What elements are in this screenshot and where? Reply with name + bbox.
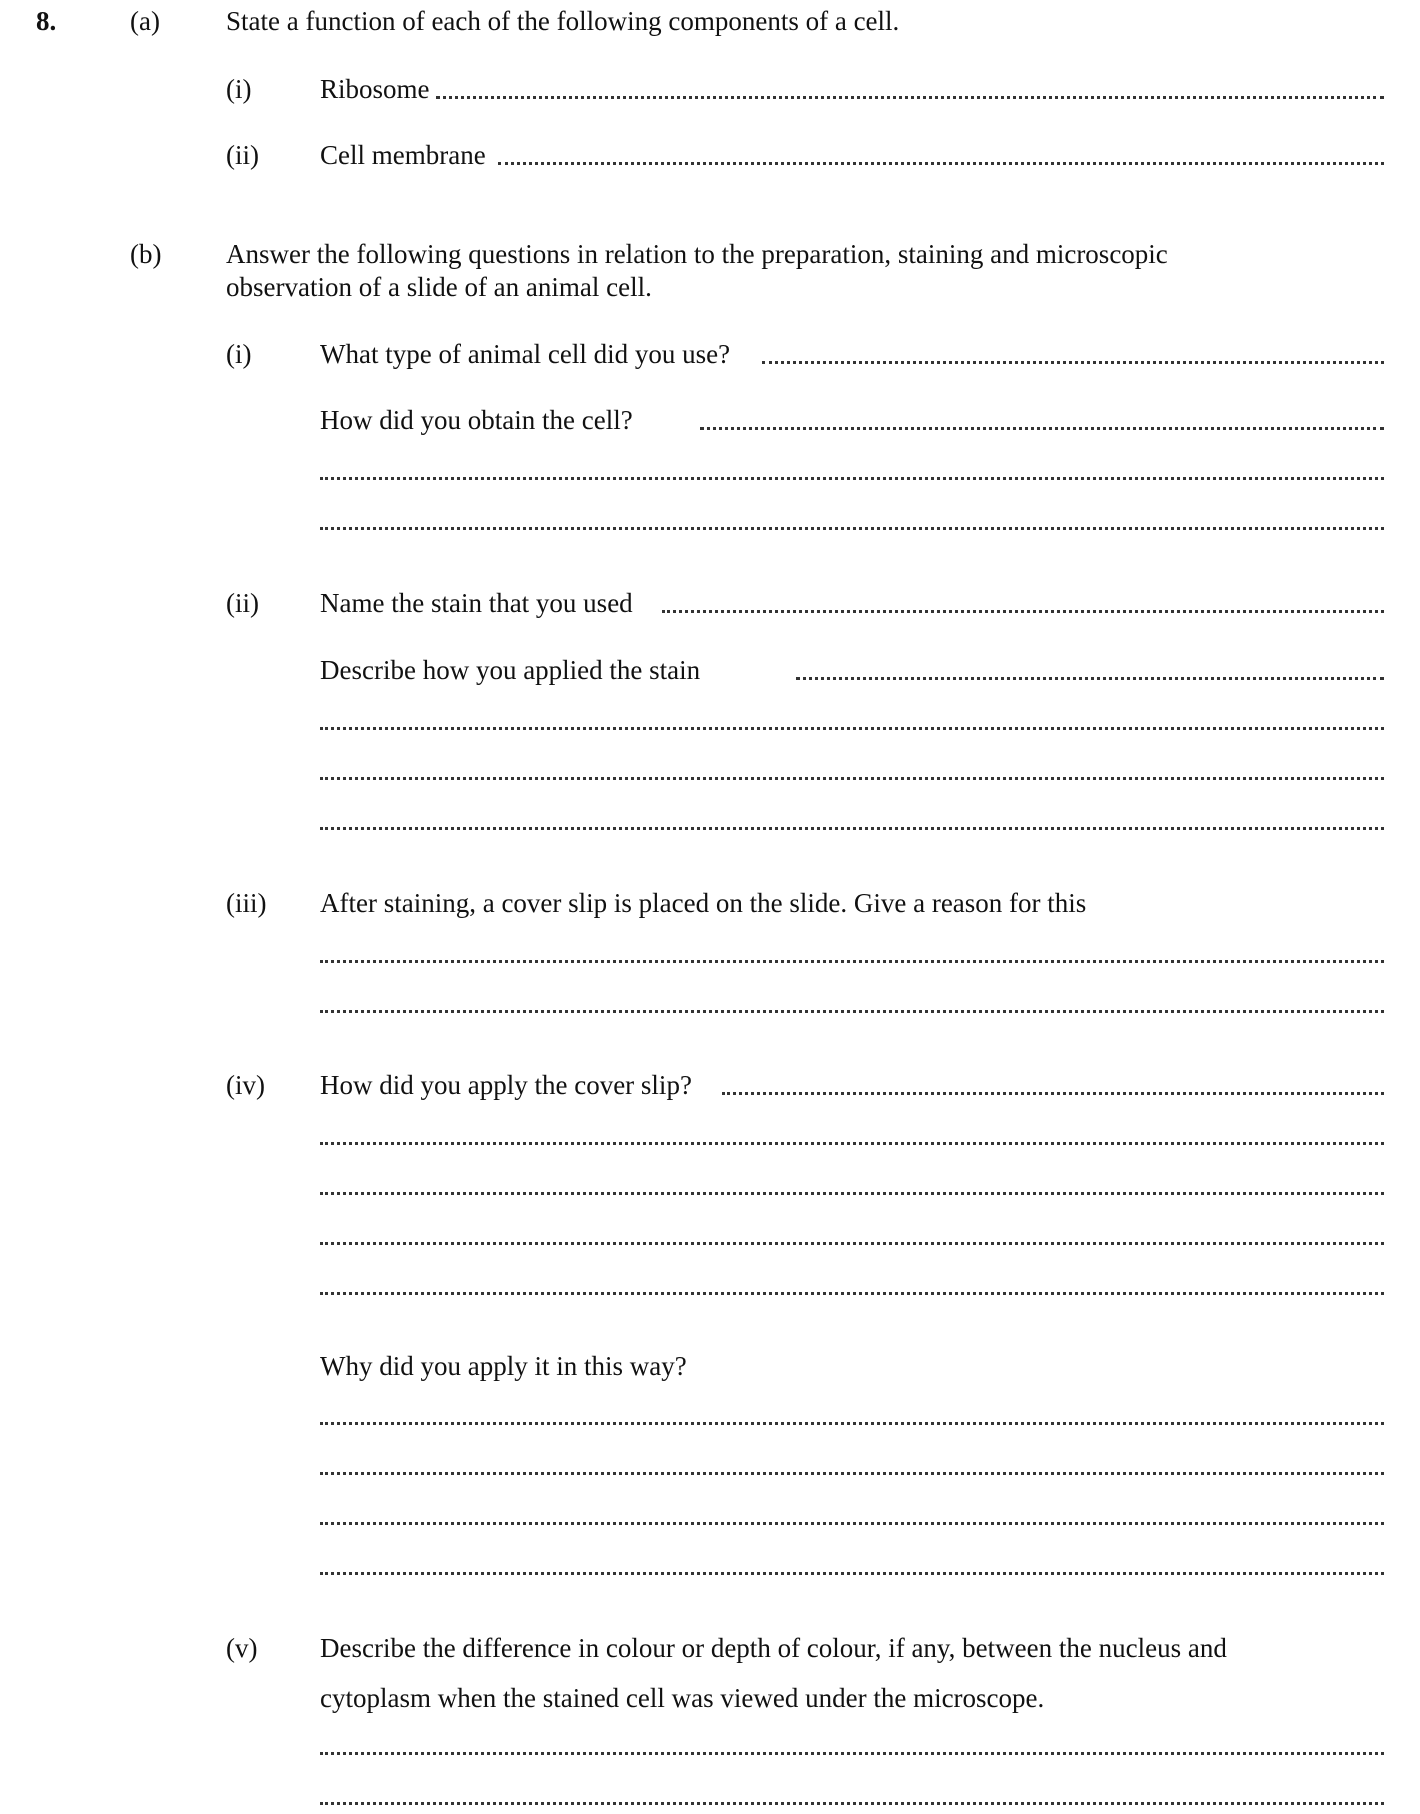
answer-line[interactable]	[320, 1422, 1384, 1425]
answer-line[interactable]	[320, 477, 1384, 480]
answer-line[interactable]	[320, 1472, 1384, 1475]
answer-line[interactable]	[796, 677, 1384, 680]
part-b-iv-label: (iv)	[226, 1070, 265, 1100]
part-a-ii-label: (ii)	[226, 140, 259, 170]
part-b-ii-q2: Describe how you applied the stain	[320, 655, 701, 685]
part-b-v-label: (v)	[226, 1633, 258, 1663]
answer-line[interactable]	[320, 1802, 1384, 1805]
answer-line[interactable]	[320, 1522, 1384, 1525]
part-b-v-q1-line2: cytoplasm when the stained cell was viewed under the microscope.	[320, 1683, 1045, 1713]
part-a-prompt: State a function of each of the following components of a cell.	[226, 6, 900, 36]
answer-line[interactable]	[320, 1010, 1384, 1013]
part-b-i-q2: How did you obtain the cell?	[320, 405, 633, 435]
part-b-prompt-line2: observation of a slide of an animal cell.	[226, 272, 652, 302]
part-b-iv-q2: Why did you apply it in this way?	[320, 1351, 687, 1381]
question-number: 8.	[36, 6, 57, 36]
answer-line[interactable]	[320, 1192, 1384, 1195]
answer-line[interactable]	[762, 361, 1384, 364]
answer-line[interactable]	[320, 1752, 1384, 1755]
answer-line[interactable]	[662, 610, 1384, 613]
answer-line[interactable]	[320, 827, 1384, 830]
part-b-i-q1: What type of animal cell did you use?	[320, 339, 731, 369]
part-b-iii-label: (iii)	[226, 888, 267, 918]
answer-line[interactable]	[320, 527, 1384, 530]
answer-line[interactable]	[320, 727, 1384, 730]
answer-line[interactable]	[320, 960, 1384, 963]
part-b-iii-q1: After staining, a cover slip is placed on the slide. Give a reason for this	[320, 888, 1087, 918]
part-a-ii-text: Cell membrane	[320, 140, 486, 170]
answer-line[interactable]	[436, 96, 1384, 99]
part-b-iv-q1: How did you apply the cover slip?	[320, 1070, 692, 1100]
part-b-ii-label: (ii)	[226, 588, 259, 618]
part-b-ii-q1: Name the stain that you used	[320, 588, 633, 618]
answer-line[interactable]	[320, 1242, 1384, 1245]
part-b-i-label: (i)	[226, 339, 252, 369]
answer-line[interactable]	[320, 1572, 1384, 1575]
answer-line[interactable]	[722, 1092, 1384, 1095]
part-a-i-label: (i)	[226, 74, 252, 104]
answer-line[interactable]	[498, 162, 1384, 165]
part-b-v-q1-line1: Describe the difference in colour or depth of colour, if any, between the nucleus and	[320, 1633, 1227, 1663]
answer-line[interactable]	[700, 427, 1384, 430]
answer-line[interactable]	[320, 777, 1384, 780]
answer-line[interactable]	[320, 1292, 1384, 1295]
part-a-label: (a)	[130, 6, 160, 36]
answer-line[interactable]	[320, 1142, 1384, 1145]
part-b-label: (b)	[130, 239, 162, 269]
part-b-prompt-line1: Answer the following questions in relation to the preparation, staining and microscopic	[226, 239, 1168, 269]
part-a-i-text: Ribosome	[320, 74, 430, 104]
